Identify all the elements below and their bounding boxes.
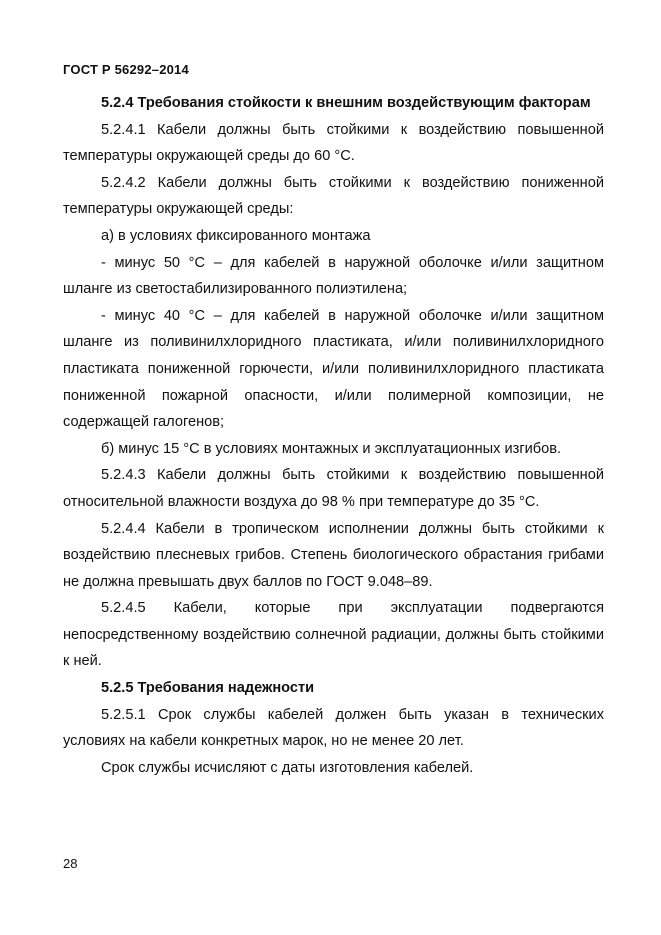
list-item-a: а) в условиях фиксированного монтажа: [101, 227, 371, 244]
document-body: [63, 90, 604, 781]
list-item-b: б) минус 15 °С в условиях монтажных и эксплуатационных изгибов.: [101, 440, 562, 457]
list-item-minus-40: - минус 40 °С – для кабелей в наружной оболочке и/или защитном шланге из поливинилхлоридного пластиката, и/или поливинилхлоридного пластиката пониженной горючести, и/или поливинилхлоридного пластиката пониженной пожарной опасности, и/или полимерной композиции, не содержащей галогенов;: [63, 307, 604, 431]
paragraph-5-2-4-1: 5.2.4.1 Кабели должны быть стойкими к воздействию повышенной температуры окружающей среды до 60 °С.: [63, 121, 604, 165]
standard-designation: ГОСТ Р 56292–2014: [63, 62, 189, 77]
paragraph-5-2-4-5: 5.2.4.5 Кабели, которые при эксплуатации подвергаются непосредственному воздействию солнечной радиации, должны быть стойкими к ней.: [63, 600, 604, 670]
page-number: 28: [63, 856, 78, 871]
paragraph-service-life: Срок службы исчисляют с даты изготовления кабелей.: [101, 759, 474, 776]
section-heading-5-2-4: 5.2.4 Требования стойкости к внешним воздействующим факторам: [101, 95, 591, 111]
paragraph-5-2-4-4: 5.2.4.4 Кабели в тропическом исполнении должны быть стойкими к воздействию плесневых грибов. Степень биологического обрастания грибами не должна превышать двух баллов по ГОСТ 9.048–89.: [63, 520, 604, 590]
section-heading-5-2-5: 5.2.5 Требования надежности: [101, 680, 315, 697]
list-item-minus-50: - минус 50 °С – для кабелей в наружной оболочке и/или защитном шланге из светостабилизированного полиэтилена;: [63, 254, 604, 298]
paragraph-5-2-4-3: 5.2.4.3 Кабели должны быть стойкими к воздействию повышенной относительной влажности воздуха до 98 % при температуре до 35 °С.: [63, 467, 604, 510]
paragraph-5-2-5-1: 5.2.5.1 Срок службы кабелей должен быть указан в технических условиях на кабели конкретных марок, но не менее 20 лет.: [63, 706, 604, 750]
paragraph-5-2-4-2: 5.2.4.2 Кабели должны быть стойкими к воздействию пониженной температуры окружающей среды:: [63, 174, 604, 218]
